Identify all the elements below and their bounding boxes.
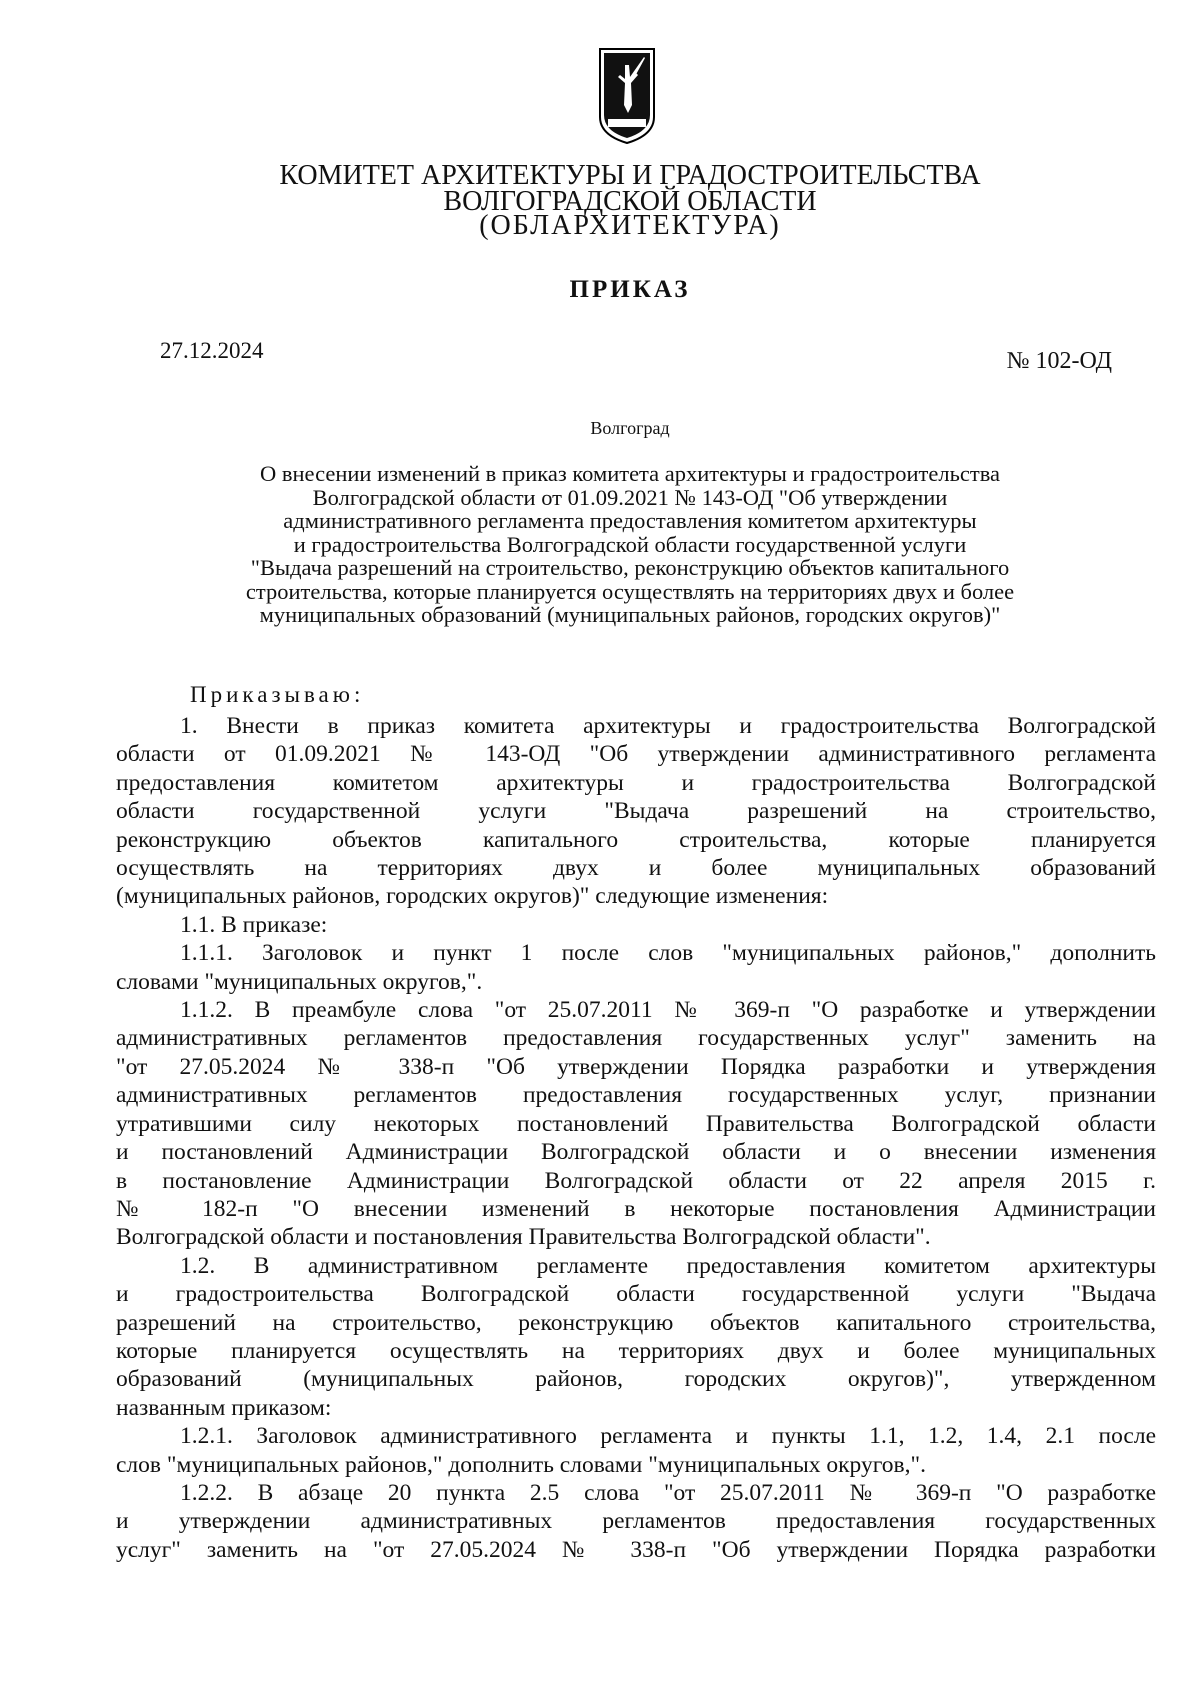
body-line: 1.2. В административном регламенте предоставления комитетом архитектуры (180, 1252, 1156, 1279)
subject-line: и градостроительства Волгоградской области государственной услуги (293, 531, 967, 557)
body-line: "от 27.05.2024 № 338-п "Об утверждении Порядка разработки и утверждения (116, 1053, 1156, 1080)
body-line: 1.1. В приказе: (180, 911, 328, 938)
body-line: области от 01.09.2021 № 143-ОД "Об утверждении административного регламента (116, 741, 1156, 768)
subject-line: строительства, которые планируется осуществлять на территориях двух и более (245, 578, 1015, 604)
body-line: административных регламентов предоставления государственных услуг" заменить на (116, 1025, 1156, 1052)
body-line: области государственной услуги "Выдача разрешений на строительство, (116, 798, 1156, 825)
body-line: которые планируется осуществлять на территориях двух и более муниципальных (116, 1337, 1156, 1364)
body-line: осуществлять на территориях двух и более муниципальных образований (116, 855, 1156, 882)
body-line: и градостроительства Волгоградской области государственной услуги "Выдача (116, 1281, 1156, 1308)
coat-of-arms-icon (598, 47, 656, 145)
body-line: услуг" заменить на "от 27.05.2024 № 338-п "Об утверждении Порядка разработки (116, 1536, 1156, 1563)
body-line: утратившими силу некоторых постановлений Правительства Волгоградской области (116, 1110, 1156, 1137)
body-line: № 182-п "О внесении изменений в некоторые постановления Администрации (116, 1195, 1156, 1222)
document-subject (130, 462, 1130, 627)
organization-short-name: (ОБЛАРХИТЕКТУРА) (479, 210, 781, 241)
document-body (116, 712, 1156, 1564)
body-line: в постановление Администрации Волгоградской области от 22 апреля 2015 г. (116, 1167, 1156, 1194)
organization-name-line-1: КОМИТЕТ АРХИТЕКТУРЫ И ГРАДОСТРОИТЕЛЬСТВА (279, 160, 981, 191)
subject-line: О внесении изменений в приказ комитета архитектуры и градостроительства (259, 461, 1001, 486)
body-line: (муниципальных районов, городских округов)" следующие изменения: (116, 883, 829, 910)
subject-line: "Выдача разрешений на строительство, реконструкцию объектов капитального (250, 555, 1010, 580)
body-line: предоставления комитетом архитектуры и градостроительства Волгоградской (116, 769, 1156, 796)
document-type-title: ПРИКАЗ (569, 276, 691, 303)
order-word: Приказываю: (190, 682, 365, 707)
body-line: 1.1.1. Заголовок и пункт 1 после слов "муниципальных районов," дополнить (180, 940, 1156, 967)
document-city: Волгоград (590, 418, 670, 438)
organization-name-line-2: ВОЛГОГРАДСКОЙ ОБЛАСТИ (443, 186, 817, 217)
document-number: № 102-ОД (1006, 348, 1112, 374)
body-line: и утверждении административных регламентов предоставления государственных (116, 1508, 1156, 1535)
body-line: 1.2.1. Заголовок административного регламента и пункты 1.1, 1.2, 1.4, 2.1 после (180, 1423, 1156, 1450)
body-line: реконструкцию объектов капитального строительства, которые планируется (116, 826, 1156, 853)
body-line: и постановлений Администрации Волгоградской области и о внесении изменения (116, 1139, 1156, 1166)
document-date: 27.12.2024 (160, 338, 264, 363)
subject-line: муниципальных образований (муниципальных районов, городских округов)" (259, 602, 1001, 627)
body-line: слов "муниципальных районов," дополнить словами "муниципальных округов,". (116, 1451, 926, 1478)
body-line: образований (муниципальных районов, городских округов)", утвержденном (116, 1366, 1156, 1393)
body-line: разрешений на строительство, реконструкцию объектов капитального строительства, (116, 1309, 1156, 1336)
body-line: 1.1.2. В преамбуле слова "от 25.07.2011 № 369-п "О разработке и утверждении (180, 997, 1156, 1024)
subject-line: административного регламента предоставления комитетом архитектуры (283, 508, 977, 533)
body-line: названным приказом: (116, 1394, 332, 1421)
body-line: 1.2.2. В абзаце 20 пункта 2.5 слова "от 25.07.2011 № 369-п "О разработке (180, 1479, 1156, 1506)
subject-line: Волгоградской области от 01.09.2021 № 143-ОД "Об утверждении (312, 484, 948, 510)
body-line: административных регламентов предоставления государственных услуг, признании (116, 1082, 1156, 1109)
body-line: Волгоградской области и постановления Правительства Волгоградской области". (116, 1224, 931, 1251)
body-line: 1. Внести в приказ комитета архитектуры и градостроительства Волгоградской (180, 713, 1156, 739)
body-line: словами "муниципальных округов,". (116, 968, 483, 995)
